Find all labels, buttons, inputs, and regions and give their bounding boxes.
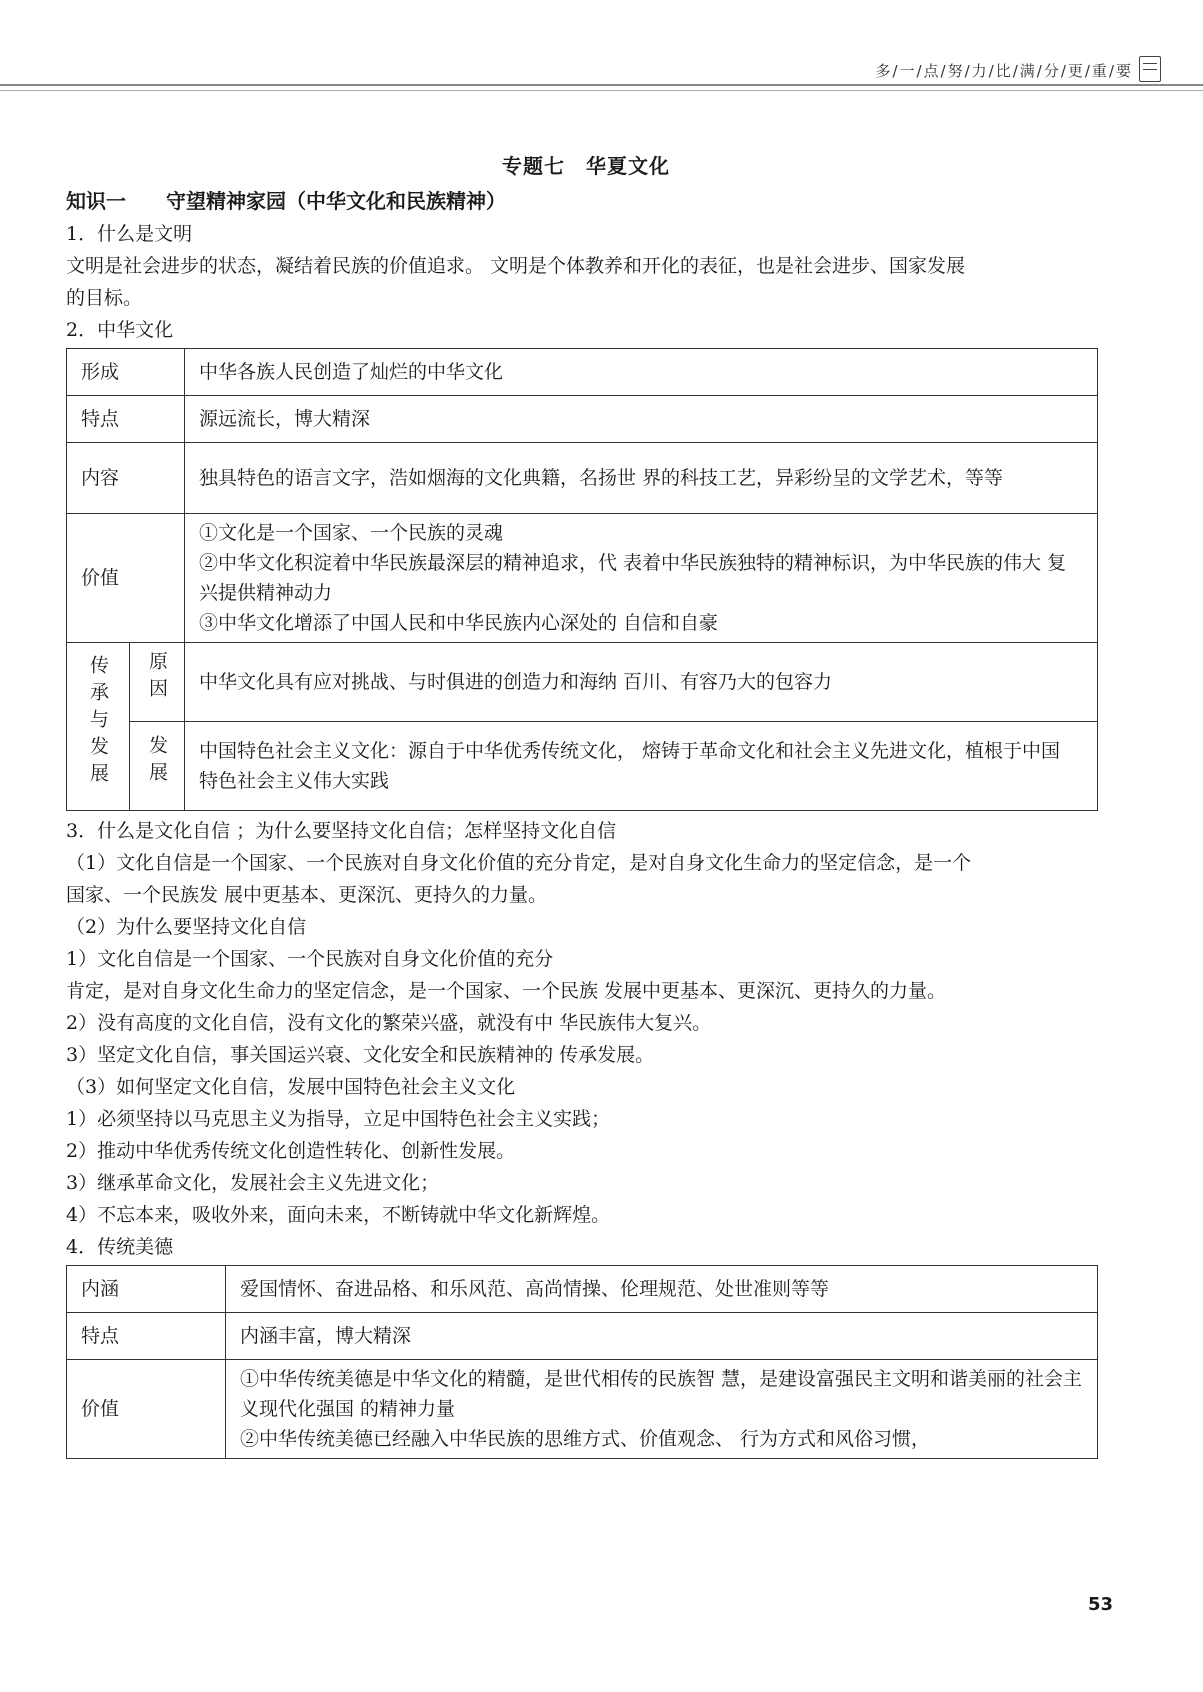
question-title: 4．传统美德 xyxy=(66,1236,174,1258)
value-item: ③中华文化增添了中国人民和中华民族内心深处的 自信和自豪 xyxy=(199,612,719,634)
row-value: 中国特色社会主义文化：源自于中华优秀传统文化， 熔铸于革命文化和社会主义先进文化，植根于中国 特色社会主义伟大实践 xyxy=(185,722,1098,811)
row-label: 内涵 xyxy=(67,1266,226,1313)
table-row xyxy=(67,1313,1098,1360)
question-title: 3．什么是文化自信 ；为什么要坚持文化自信；怎样坚持文化自信 xyxy=(66,820,617,842)
row-value: 源远流长，博大精深 xyxy=(185,396,1098,443)
paragraph: （1）文化自信是一个国家、一个民族对自身文化价值的充分肯定，是对自身文化生命力的坚定信念，是一个 xyxy=(66,852,972,874)
sub-label xyxy=(130,643,185,722)
page-header xyxy=(0,0,1203,96)
list-item: 肯定，是对自身文化生命力的坚定信念，是一个国家、一个民族 发展中更基本、更深沉、更持久的力量。 xyxy=(66,980,947,1002)
table-row xyxy=(67,396,1098,443)
row-label: 特点 xyxy=(67,1313,226,1360)
vertical-label: 传承与发展 xyxy=(87,654,109,790)
sub-heading: （3）如何坚定文化自信，发展中国特色社会主义文化 xyxy=(66,1076,516,1098)
row-label: 价值 xyxy=(67,1360,226,1459)
list-item: 1）必须坚持以马克思主义为指导，立足中国特色社会主义实践； xyxy=(66,1108,611,1130)
row-label: 价值 xyxy=(67,514,185,643)
row-value xyxy=(226,1360,1098,1459)
page-title: 专题七 华夏文化 xyxy=(502,154,670,178)
list-item: 2）推动中华优秀传统文化创造性转化、创新性发展。 xyxy=(66,1140,516,1162)
sub-label xyxy=(130,722,185,811)
page-number: 53 xyxy=(1087,1594,1113,1615)
value-item: ②中华文化积淀着中华民族最深层的精神追求，代 表着中华民族独特的精神标识，为中华民族的伟大 复兴提供精神动力 xyxy=(199,552,1067,604)
question-title: 2．中华文化 xyxy=(66,319,174,341)
table-row xyxy=(67,1266,1098,1313)
list-item: 3）坚定文化自信，事关国运兴衰、文化安全和民族精神的 传承发展。 xyxy=(66,1044,655,1066)
list-item: 1）文化自信是一个国家、一个民族对自身文化价值的充分 xyxy=(66,948,554,970)
traditional-virtue-table xyxy=(66,1265,1098,1459)
vertical-label: 发展 xyxy=(146,734,168,789)
table-row xyxy=(67,722,1098,811)
row-label: 内容 xyxy=(67,443,185,514)
row-label xyxy=(67,643,130,811)
row-value: 中华文化具有应对挑战、与时俱进的创造力和海纳 百川、有容乃大的包容力 xyxy=(185,643,1098,722)
sub-heading: （2）为什么要坚持文化自信 xyxy=(66,916,307,938)
paragraph: 文明是社会进步的状态，凝结着民族的价值追求。 文明是个体教养和开化的表征，也是社会进步、国家发展 xyxy=(66,255,966,277)
scroll-icon xyxy=(1139,56,1161,82)
table-row xyxy=(67,443,1098,514)
row-value: 爱国情怀、奋进品格、和乐风范、高尚情操、伦理规范、处世准则等等 xyxy=(226,1266,1098,1313)
table-row xyxy=(67,349,1098,396)
table-row xyxy=(67,643,1098,722)
paragraph: 国家、一个民族发 展中更基本、更深沉、更持久的力量。 xyxy=(66,884,548,906)
list-item: 3）继承革命文化，发展社会主义先进文化； xyxy=(66,1172,440,1194)
chinese-culture-table xyxy=(66,348,1098,811)
list-item: 4）不忘本来，吸收外来，面向未来，不断铸就中华文化新辉煌。 xyxy=(66,1204,611,1226)
header-divider-thin xyxy=(0,90,1203,91)
table-row xyxy=(67,1360,1098,1459)
vertical-label: 原因 xyxy=(146,650,168,705)
row-value: 中华各族人民创造了灿烂的中华文化 xyxy=(185,349,1098,396)
table-row xyxy=(67,514,1098,643)
value-item: ①中华传统美德是中华文化的精髓，是世代相传的民族智 慧，是建设富强民主文明和谐美丽的社会主义现代化强国 的精神力量 xyxy=(240,1368,1083,1420)
list-item: 2）没有高度的文化自信，没有文化的繁荣兴盛，就没有中 华民族伟大复兴。 xyxy=(66,1012,712,1034)
row-value: 内涵丰富，博大精深 xyxy=(226,1313,1098,1360)
paragraph: 的目标。 xyxy=(66,287,143,309)
value-item: ②中华传统美德已经融入中华民族的思维方式、价值观念、 行为方式和风俗习惯， xyxy=(240,1428,931,1450)
document-body xyxy=(66,150,1106,1463)
row-label: 形成 xyxy=(67,349,185,396)
header-slogan: 多/一/点/努/力/比/满/分/更/重/要 xyxy=(875,62,1133,80)
row-label: 特点 xyxy=(67,396,185,443)
header-divider xyxy=(0,84,1203,86)
row-value: 独具特色的语言文字，浩如烟海的文化典籍，名扬世 界的科技工艺，异彩纷呈的文学艺术，等等 xyxy=(185,443,1098,514)
value-item: ①文化是一个国家、一个民族的灵魂 xyxy=(199,522,504,544)
section-heading: 知识一 守望精神家园（中华文化和民族精神） xyxy=(66,189,506,213)
row-value xyxy=(185,514,1098,643)
question-title: 1．什么是文明 xyxy=(66,223,193,245)
